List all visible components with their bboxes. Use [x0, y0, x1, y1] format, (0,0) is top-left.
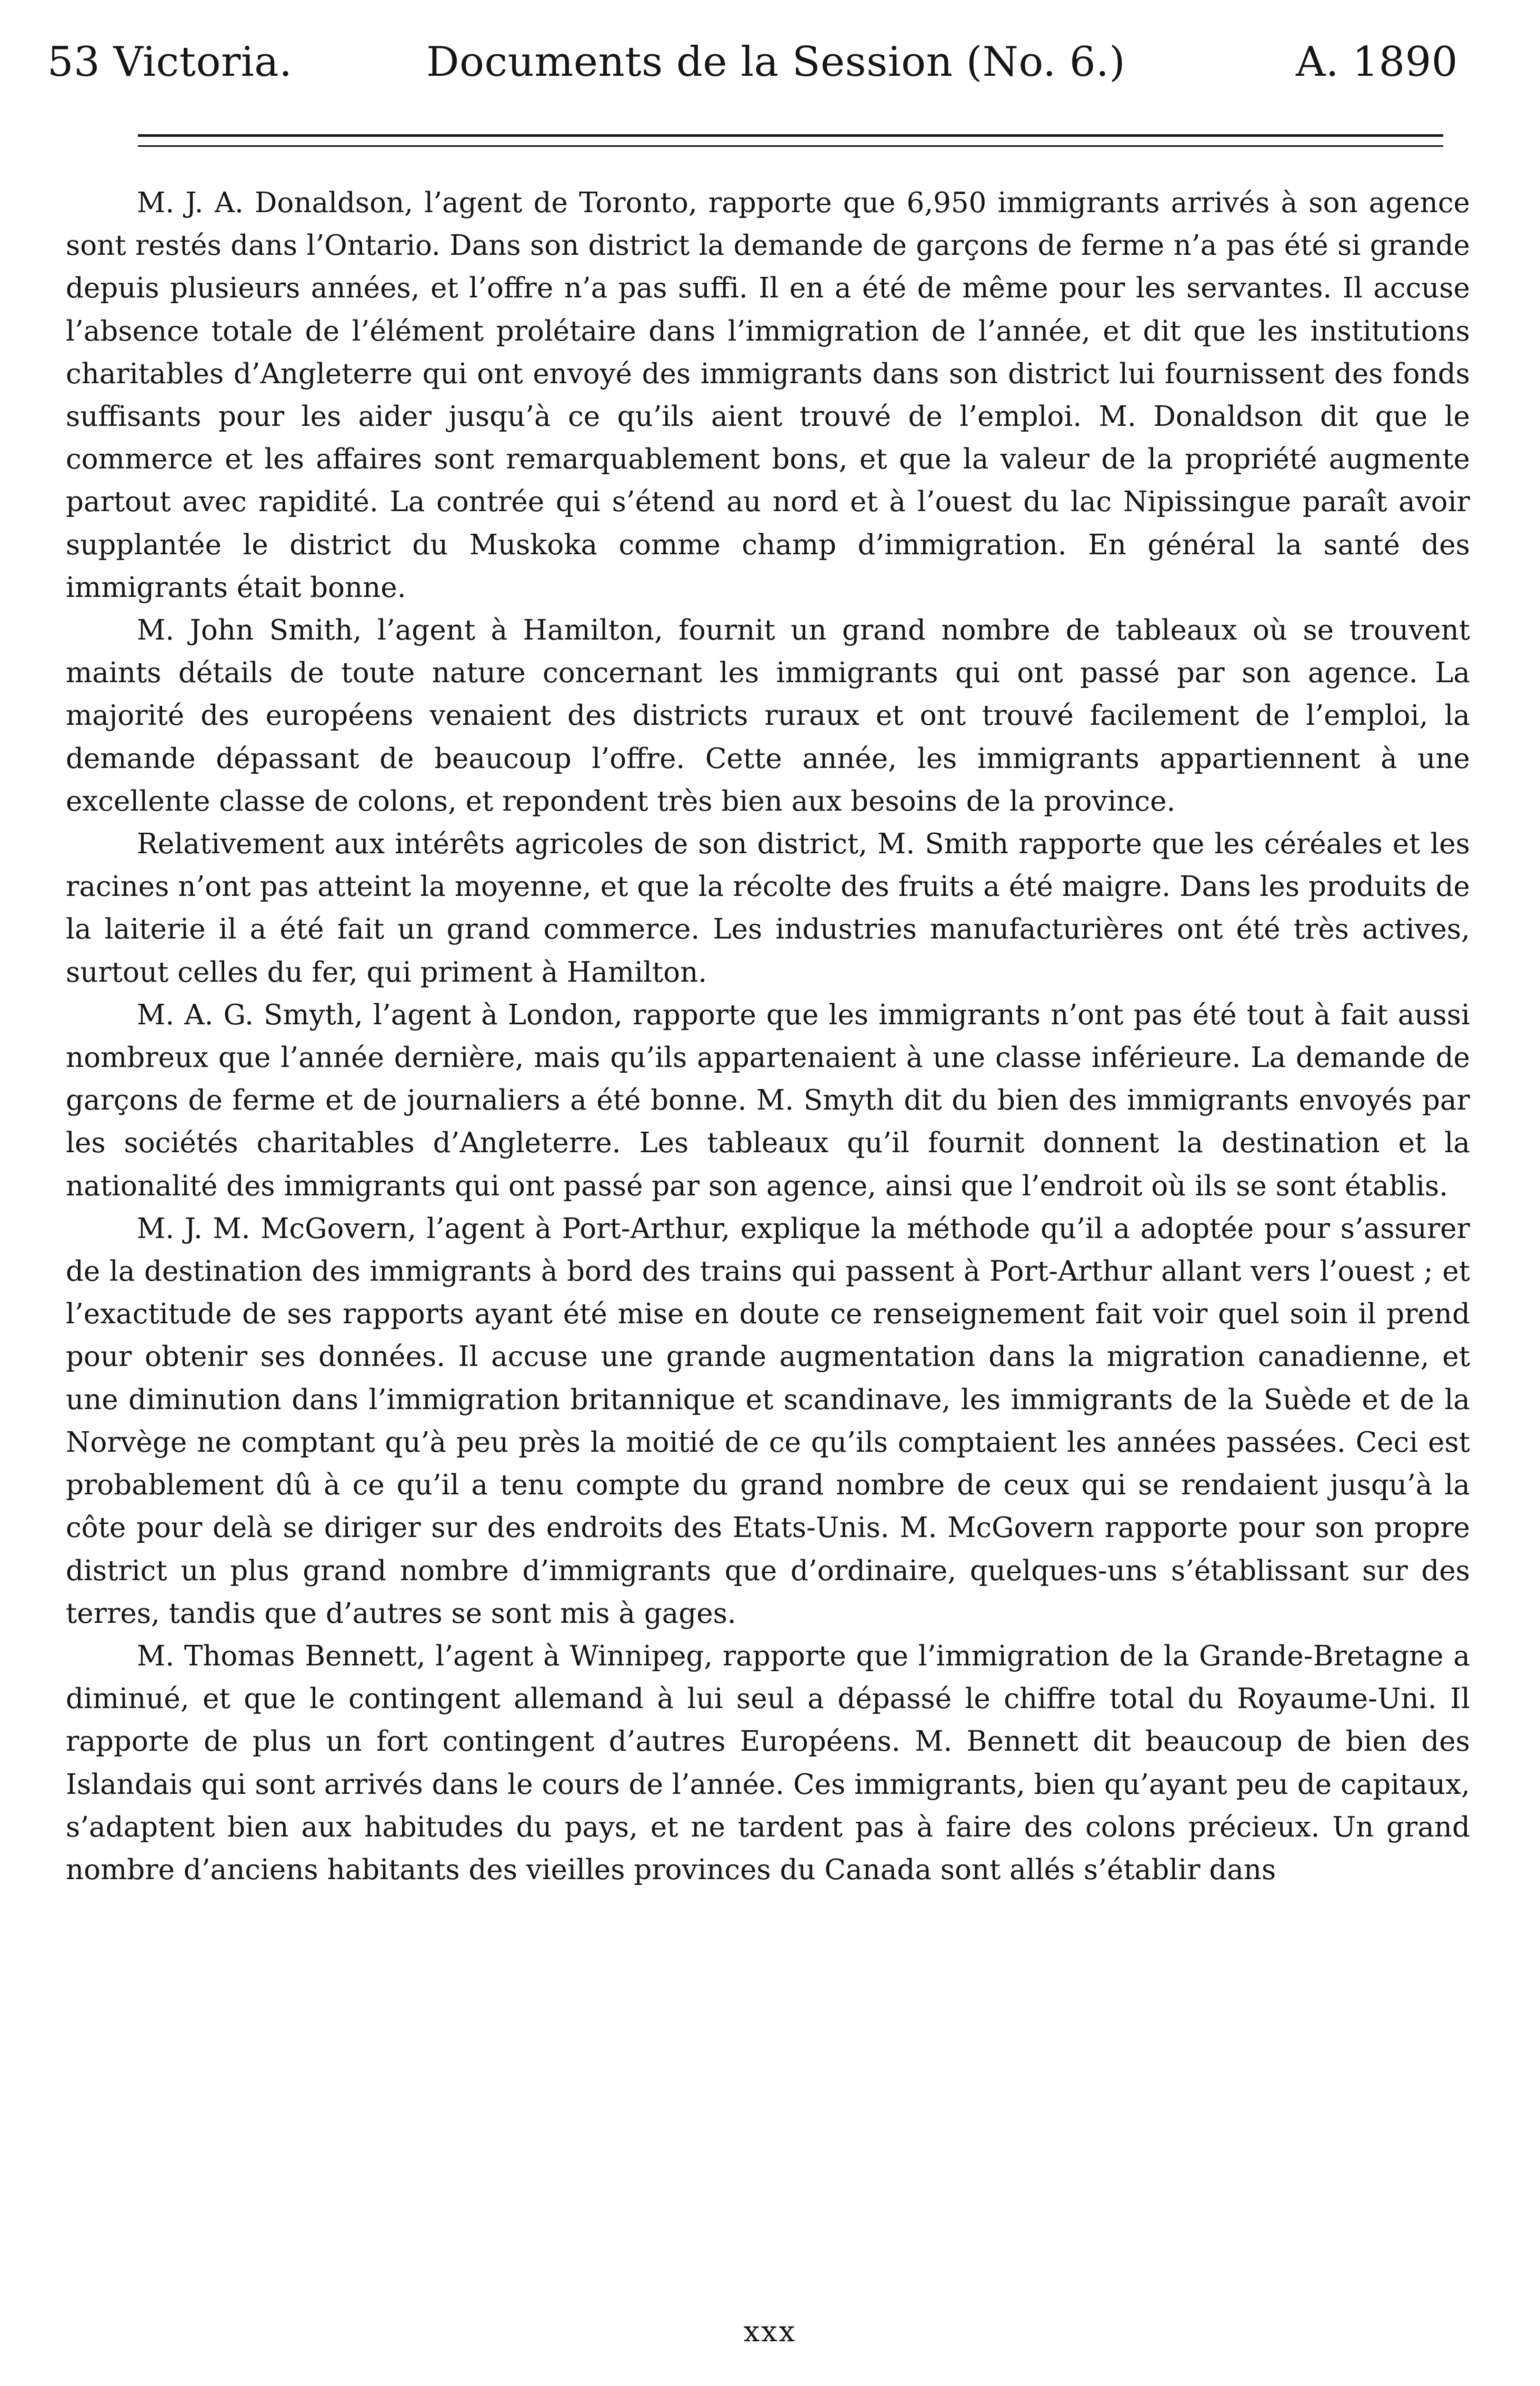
body-text	[66, 182, 1470, 1891]
paragraph-smith: M. John Smith, l’agent à Hamilton, fournit un grand nombre de tableaux où se trouvent maints détails de toute nature concernant les immigrants qui ont passé par son agence. La majorité des européens venaient des districts ruraux et ont trouvé facilement de l’emploi, la demande dépassant de beaucoup l’offre. Cette année, les immigrants appartiennent à une excellente classe de colons, et repondent très bien aux besoins de la province.	[66, 614, 1470, 817]
header-year: A. 1890	[1296, 38, 1458, 86]
paragraph-mcgovern: M. J. M. McGovern, l’agent à Port-Arthur, explique la méthode qu’il a adoptée pour s’assurer de la destination des immigrants à bord des trains qui passent à Port-Arthur allant vers l’ouest ; et l’exactitude de ses rapports ayant été mise en doute ce renseignement fait voir quel soin il prend pour obtenir ses données. Il accuse une grande augmentation dans la migration canadienne, et une diminution dans l’immigration britannique et scandinave, les immigrants de la Suède et de la Norvège ne comptant qu’à peu près la moitié de ce qu’ils comptaient les années passées. Ceci est probablement dû à ce qu’il a tenu compte du grand nombre de ceux qui se rendaient jusqu’à la côte pour delà se diriger sur des endroits des Etats-Unis. M. McGovern rapporte pour son propre district un plus grand nombre d’immigrants que d’ordinaire, quelques-uns s’établissant sur des terres, tandis que d’autres se sont mis à gages.	[66, 1212, 1470, 1630]
paragraph-smith-agriculture: Relativement aux intérêts agricoles de son district, M. Smith rapporte que les céréales et les racines n’ont pas atteint la moyenne, et que la récolte des fruits a été maigre. Dans les produits de la laiterie il a été fait un grand commerce. Les industries manufacturières ont été très actives, surtout celles du fer, qui priment à Hamilton.	[66, 828, 1470, 989]
header-regnal-year: 53 Victoria.	[47, 38, 293, 86]
paragraph-donaldson: M. J. A. Donaldson, l’agent de Toronto, rapporte que 6,950 immigrants arrivés à son agence sont restés dans l’Ontario. Dans son district la demande de garçons de ferme n’a pas été si grande depuis plusieurs années, et l’offre n’a pas suffi. Il en a été de même pour les servantes. Il accuse l’absence totale de l’élément prolétaire dans l’immigration de l’année, et dit que les institutions charitables d’Angleterre qui ont envoyé des immigrants dans son district lui fournissent des fonds suffisants pour les aider jusqu’à ce qu’ils aient trouvé de l’emploi. M. Donaldson dit que le commerce et les affaires sont remarquablement bons, et que la valeur de la propriété augmente partout avec rapidité. La contrée qui s’étend au nord et à l’ouest du lac Nipissingue paraît avoir supplantée le district du Muskoka comme champ d’immigration. En général la santé des immigrants était bonne.	[66, 187, 1470, 604]
header-rule-thin	[138, 145, 1443, 147]
paragraph-smyth: M. A. G. Smyth, l’agent à London, rapporte que les immigrants n’ont pas été tout à fait aussi nombreux que l’année dernière, mais qu’ils appartenaient à une classe inférieure. La demande de garçons de ferme et de journaliers a été bonne. M. Smyth dit du bien des immigrants envoyés par les sociétés charitables d’Angleterre. Les tableaux qu’il fournit donnent la destination et la nationalité des immigrants qui ont passé par son agence, ainsi que l’endroit où ils se sont établis.	[66, 999, 1470, 1202]
page-number: xxx	[743, 2315, 797, 2348]
paragraph-bennett: M. Thomas Bennett, l’agent à Winnipeg, rapporte que l’immigration de la Grande-Bretagne a diminué, et que le contingent allemand à lui seul a dépassé le chiffre total du Royaume-Uni. Il rapporte de plus un fort contingent d’autres Européens. M. Bennett dit beaucoup de bien des Islandais qui sont arrivés dans le cours de l’année. Ces immigrants, bien qu’ayant peu de capitaux, s’adaptent bien aux habitudes du pays, et ne tardent pas à faire des colons précieux. Un grand nombre d’anciens habitants des vieilles provinces du Canada sont allés s’établir dans	[66, 1640, 1470, 1886]
header-title: Documents de la Session (No. 6.)	[426, 38, 1126, 86]
header-rule-thick	[138, 134, 1443, 137]
running-header	[47, 31, 1458, 94]
